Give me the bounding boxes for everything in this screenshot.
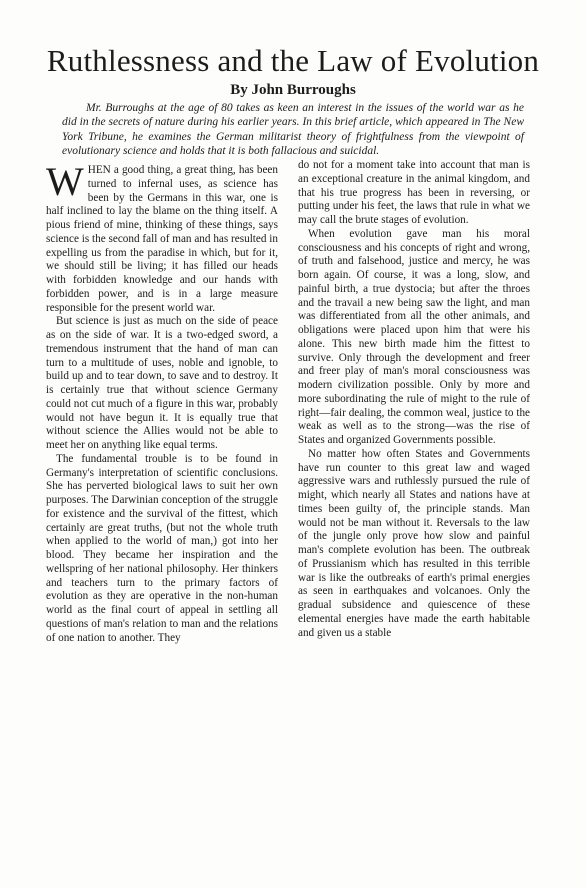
body-paragraph: The fundamental trouble is to be found in Germany's interpretation of scientific conclusions. She has perverted biological laws to suit her own purposes. The Darwinian conception of the struggle for existence and the survival of the fittest, which certainly are great truths, (but not the whole truth when applied to the world of man,) got into her blood. They became her inspiration and the wellspring of her national philosophy. Her thinkers and teachers turn to the primary factors of evolution as they are operative in the non-human world as the final court of appeal in settling all questions of man's relation to man and the relations of one nation to another. They xyxy=(46,452,278,644)
body-paragraph: No matter how often States and Governments have run counter to this great law and waged aggressive wars and ruthlessly pursued the rule of might, which nearly all States and nations have at times been guilty of, the principle stands. Man would not be man without it. Reversals to the law of the jungle only prove how slow and painful man's complete evolution has been. The outbreak of Prussianism which has resulted in this terrible war is like the outbreaks of earth's primal energies as seen in earthquakes and volcanoes. Only the gradual subsidence and quiescence of these elemental energies have made the earth habitable and given us a stable xyxy=(298,447,530,639)
intro-paragraph: Mr. Burroughs at the age of 80 takes as keen an interest in the issues of the world war as he did in the secrets of nature during his earlier years. In this brief article, which appeared in The New York Tribune, he examines the German militarist theory of frightfulness from the viewpoint of evolutionary science and holds that it is both fallacious and suicidal. xyxy=(62,102,524,158)
paragraph-text: HEN a good thing, a great thing, has been turned to infernal uses, as science has been by the Germans in this war, one is half inclined to lay the blame on the thing itself. A pious friend of mine, thinking of these things, says science is the second fall of man and has resulted in expelling us from the paradise in which, but for it, we should still be living; it has filled our heads with forbidden knowledge and our hands with forbidden power, and is in a large measure responsible for the present world war. xyxy=(46,164,278,314)
body-paragraph: When evolution gave man his moral consciousness and his concepts of right and wrong, of truth and falsehood, justice and mercy, he was born again. Of course, it was a long, slow, and painful birth, a true dystocia; but after the throes and the travail a new being saw the light, and man was differentiated from all the other animals, and obligations were placed upon him that were his alone. This new birth made him the fittest to survive. Only through the development and freer and freer play of man's moral consciousness was modern civilization possible. Only by more and more subordinating the rule of might to the rule of right—fair dealing, the common weal, justice to the weak as well as to the strong—was the rise of States and organized Governments possible. xyxy=(298,227,530,446)
right-column xyxy=(298,159,530,640)
body-paragraph xyxy=(46,159,278,315)
body-paragraph: do not for a moment take into account that man is an exceptional creature in the animal kingdom, and that his true progress has been in reversing, or putting under his feet, the laws that rule in what we may call the brute stages of evolution. xyxy=(298,159,530,226)
article-intro xyxy=(62,101,524,159)
body-paragraph: But science is just as much on the side of peace as on the side of war. It is a two-edged sword, a tremendous instrument that the hand of man can turn to a multitude of uses, noble and ignoble, to build up and to tear down, to save and to destroy. It is certainly true that without science Germany could not cut much of a figure in this war, probably would not have begun it. It is equally true that without science the Allies would not be able to meet her on anything like equal terms. xyxy=(46,315,278,451)
left-column xyxy=(46,159,278,645)
drop-cap: W xyxy=(46,159,84,204)
article-byline: By John Burroughs xyxy=(230,82,356,98)
article-title: Ruthlessness and the Law of Evolution xyxy=(46,43,540,78)
